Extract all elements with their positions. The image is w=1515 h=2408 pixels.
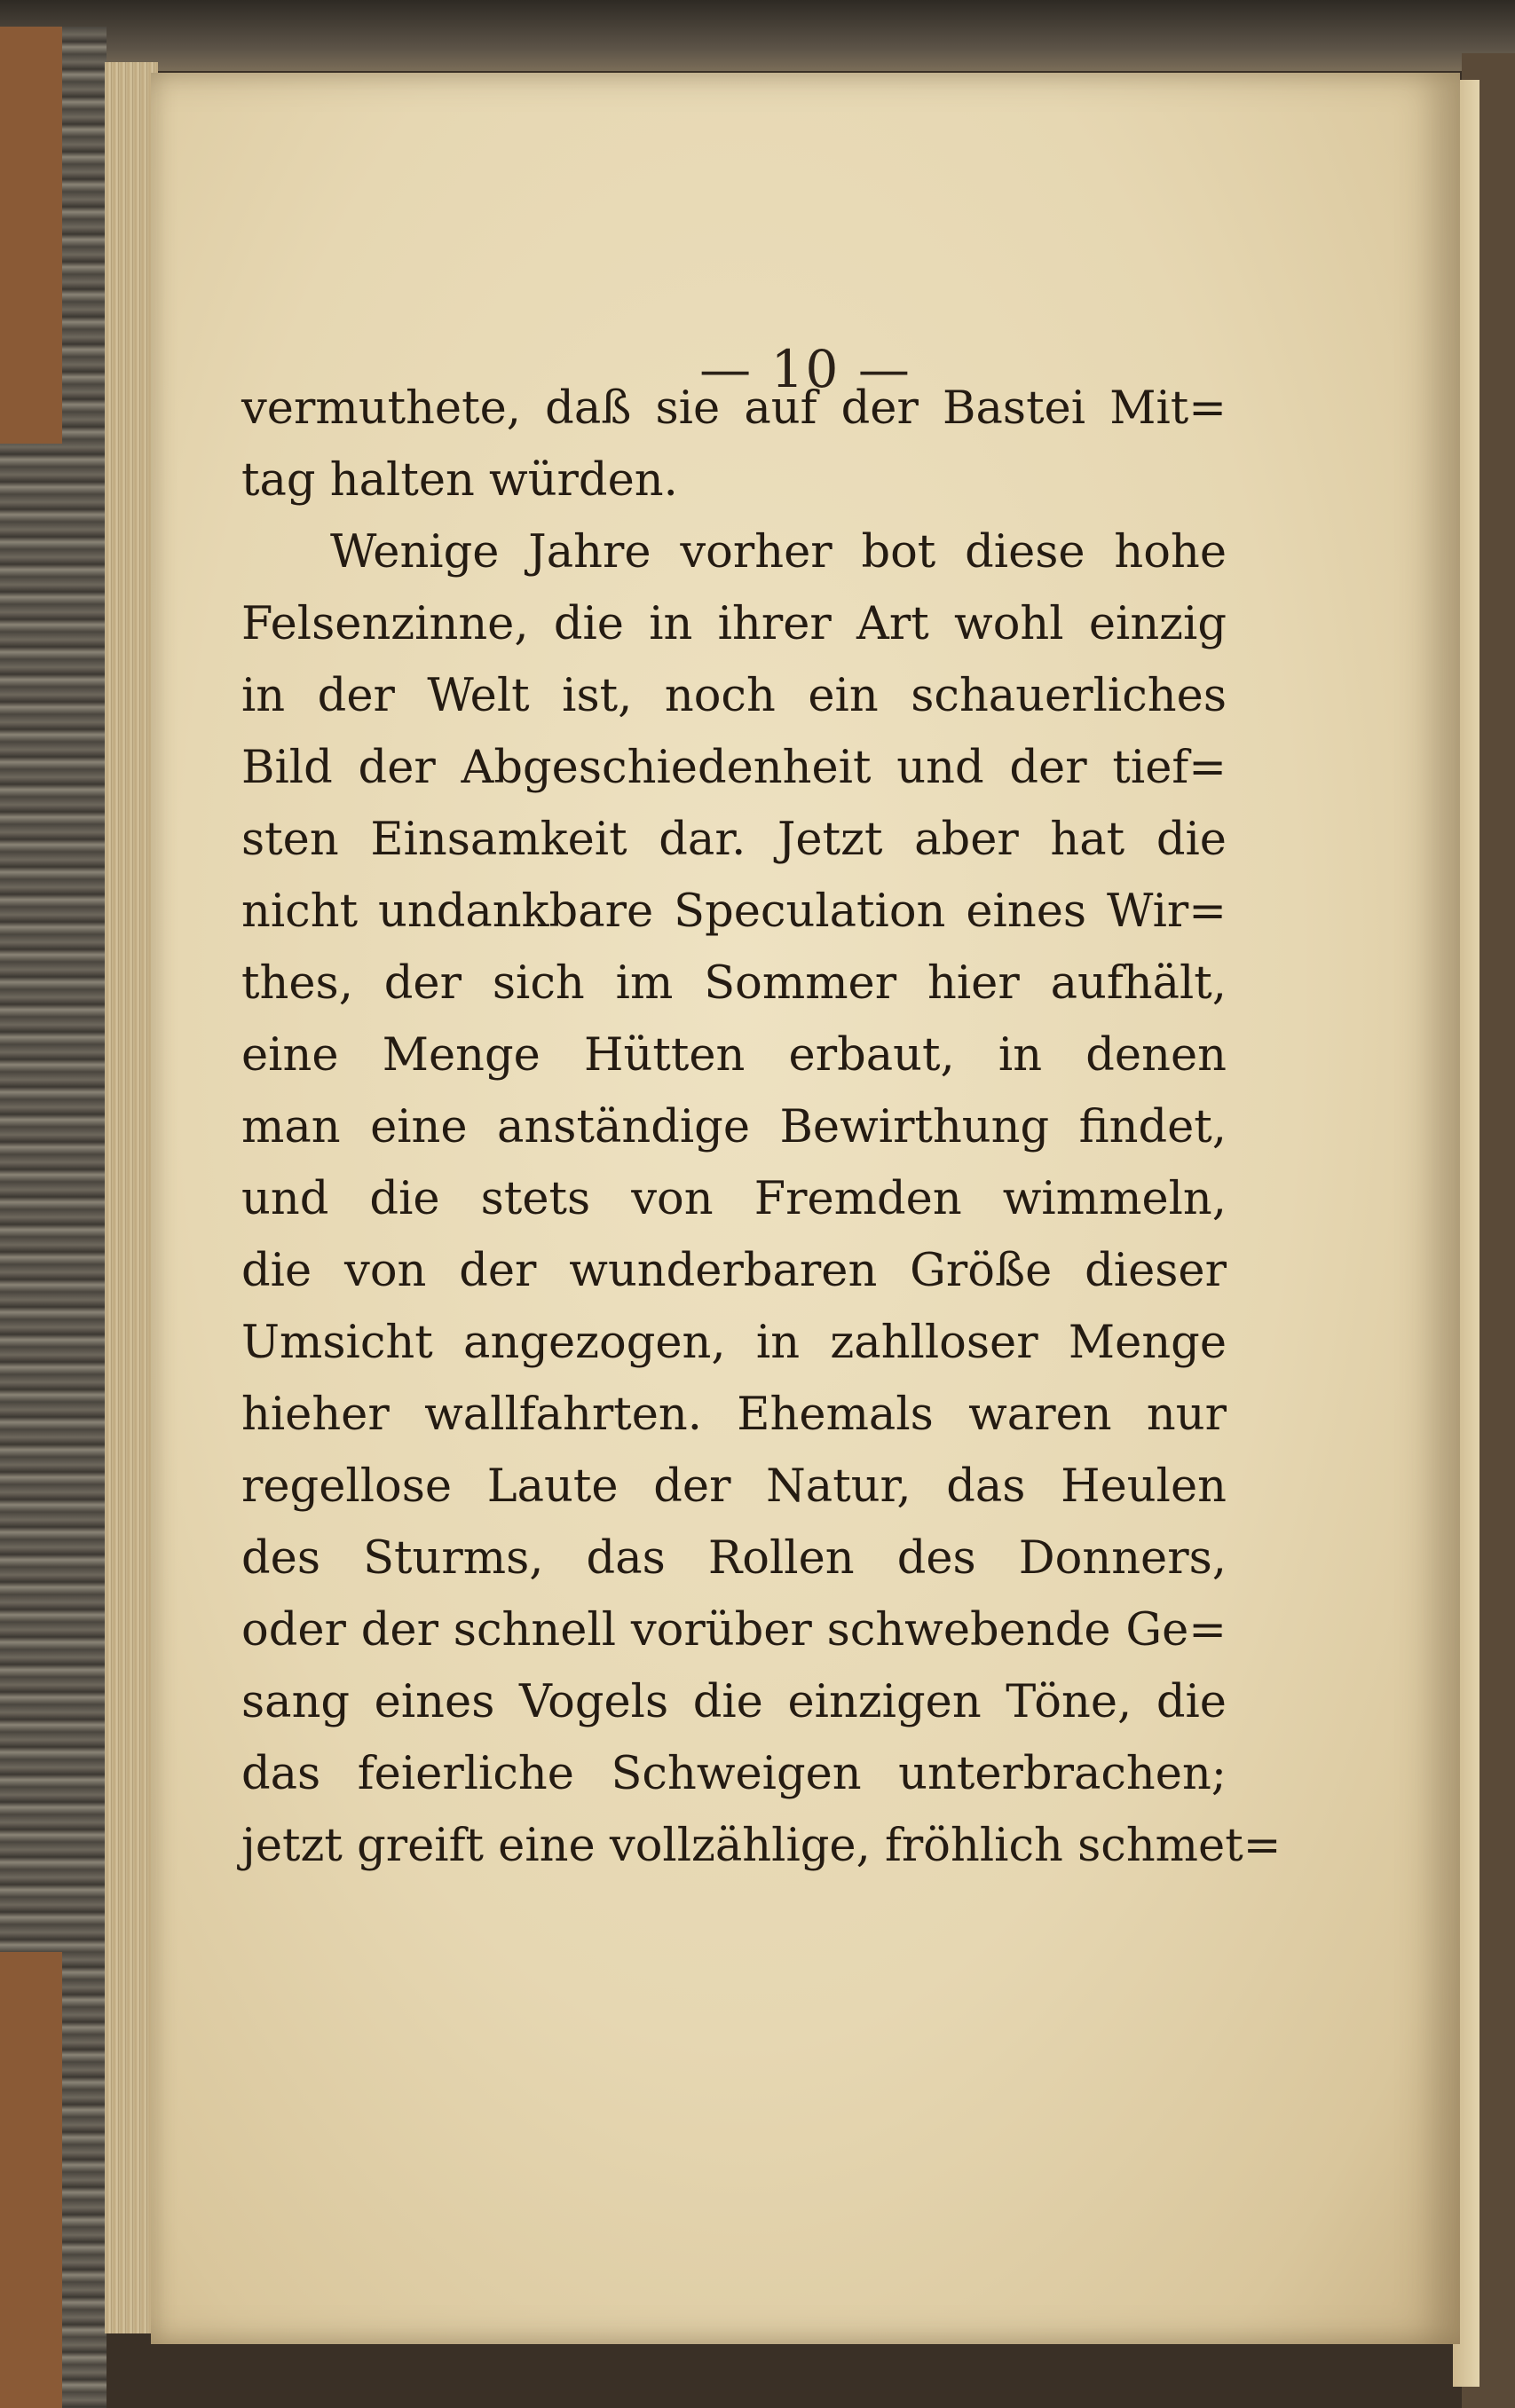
book-cover-top-edge [0, 0, 1515, 71]
text-line: in der Welt ist, noch ein schauerliches [241, 670, 1227, 722]
page-number: — 10 — [699, 339, 911, 399]
stacked-page-edges [105, 62, 158, 2333]
text-line: thes, der sich im Sommer hier aufhält, [241, 957, 1227, 1010]
text-line: sang eines Vogels die einzigen Töne, die [241, 1676, 1227, 1728]
book-cover-leather-corner-bottom [0, 1952, 62, 2408]
text-line: Umsicht angezogen, in zahlloser Menge [241, 1317, 1227, 1369]
text-line: und die stets von Fremden wimmeln, [241, 1173, 1227, 1225]
text-line: man eine anständige Bewirthung findet, [241, 1101, 1227, 1153]
text-line: eine Menge Hütten erbaut, in denen [241, 1029, 1227, 1082]
text-line: vermuthete, daß sie auf der Bastei Mit= [241, 382, 1227, 435]
book-cover-leather-corner-top [0, 27, 62, 444]
text-line: sten Einsamkeit dar. Jetzt aber hat die [241, 814, 1227, 866]
text-line: tag halten würden. [241, 454, 678, 507]
text-line: des Sturms, das Rollen des Donners, [241, 1532, 1227, 1585]
text-line: hieher wallfahrten. Ehemals waren nur [241, 1389, 1227, 1441]
text-line: Felsenzinne, die in ihrer Art wohl einzig [241, 598, 1227, 650]
text-line: das feierliche Schweigen unterbrachen; [241, 1748, 1227, 1800]
text-line: Wenige Jahre vorher bot diese hohe [330, 526, 1227, 578]
text-line: Bild der Abgeschiedenheit und der tief= [241, 742, 1227, 794]
body-text [241, 373, 1282, 1882]
text-line: regellose Laute der Natur, das Heulen [241, 1460, 1227, 1513]
text-line: nicht undankbare Speculation eines Wir= [241, 885, 1227, 938]
text-line: oder der schnell vorüber schwebende Ge= [241, 1604, 1227, 1656]
text-line: die von der wunderbaren Größe dieser [241, 1245, 1227, 1297]
text-line: jetzt greift eine vollzählige, fröhlich schmet= [241, 1820, 1282, 1872]
